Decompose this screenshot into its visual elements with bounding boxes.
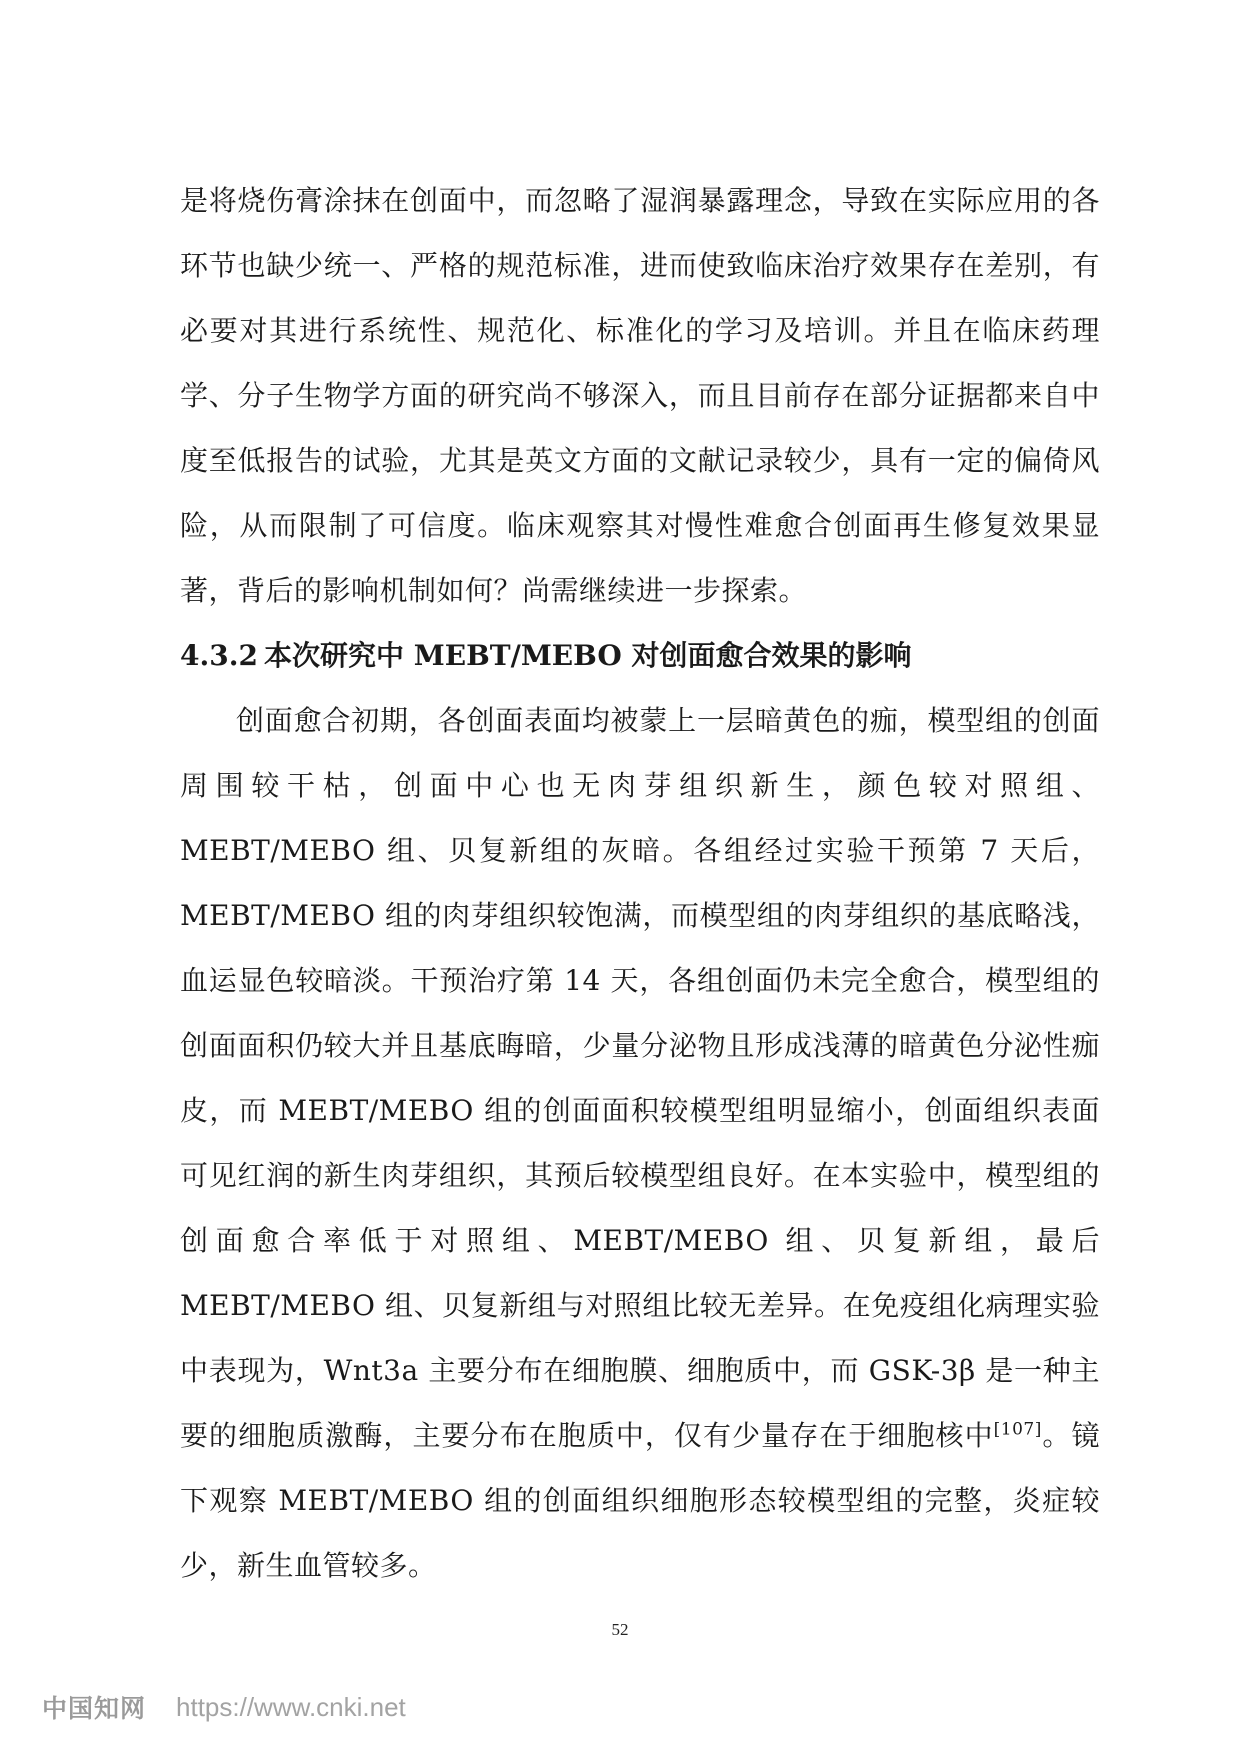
cnki-watermark — [42, 1690, 406, 1724]
watermark-logo: 中国知网 — [42, 1694, 147, 1723]
page-content — [180, 168, 1100, 1598]
section-heading — [180, 623, 1100, 688]
citation-marker: [107] — [993, 1419, 1042, 1440]
body-paragraph-2-tail: 。镜下观察 MEBT/MEBO 组的创面组织细胞形态较模型组的完整，炎症较少，新生血管较多。 — [180, 1419, 1100, 1582]
body-paragraph-1: 是将烧伤膏涂抹在创面中，而忽略了湿润暴露理念，导致在实际应用的各环节也缺少统一、严格的规范标准，进而使致临床治疗效果存在差别，有必要对其进行系统性、规范化、标准化的学习及培训。并且在临床药理学、分子生物学方面的研究尚不够深入，而且目前存在部分证据都来自中度至低报告的试验，尤其是英文方面的文献记录较少，具有一定的偏倚风险，从而限制了可信度。临床观察其对慢性难愈合创面再生修复效果显著，背后的影响机制如何？尚需继续进一步探索。 — [180, 184, 1100, 607]
watermark-url: https://www.cnki.net — [176, 1691, 406, 1722]
body-paragraph-2 — [180, 688, 1100, 1598]
section-title: 本次研究中 MEBT/MEBO 对创面愈合效果的影响 — [264, 639, 912, 672]
page-number: 52 — [611, 1620, 629, 1639]
section-number: 4.3.2 — [180, 639, 258, 672]
body-paragraph-2-main: 创面愈合初期，各创面表面均被蒙上一层暗黄色的痂，模型组的创面周围较干枯，创面中心也无肉芽组织新生，颜色较对照组、MEBT/MEBO 组、贝复新组的灰暗。各组经过实验干预第 7 天后，MEBT/MEBO 组的肉芽组织较饱满，而模型组的肉芽组织的基底略浅，血运显色较暗淡。干预治疗第 14 天，各组创面仍未完全愈合，模型组的创面面积仍较大并且基底晦暗，少量分泌物且形成浅薄的暗黄色分泌性痂皮，而 MEBT/MEBO 组的创面面积较模型组明显缩小，创面组织表面可见红润的新生肉芽组织，其预后较模型组良好。在本实验中，模型组的创面愈合率低于对照组、MEBT/MEBO 组、贝复新组，最后 MEBT/MEBO 组、贝复新组与对照组比较无差异。在免疫组化病理实验中表现为，Wnt3a 主要分布在细胞膜、细胞质中，而 GSK-3β 是一种主要的细胞质激酶，主要分布在胞质中，仅有少量存在于细胞核中 — [180, 704, 1100, 1452]
